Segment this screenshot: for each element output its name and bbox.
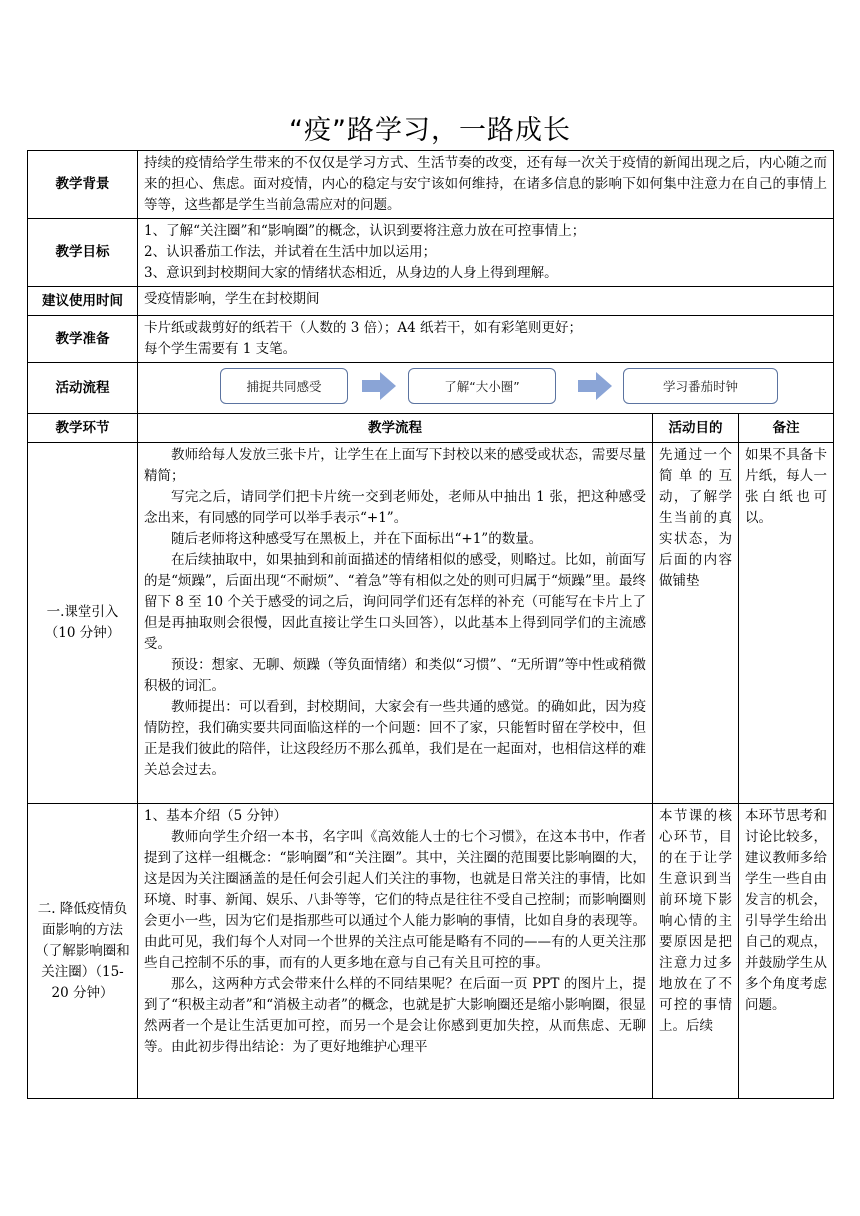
process-paragraph: 教师提出：可以看到，封校期间，大家会有一些共通的感觉。的确如此，因为疫情防控，我们确实要共同面临这样的一个问题：回不了家，只能暂时留在学校中，但正是我们彼此的陪伴，让这段经历不那么孤单，我们是在一起面对，也相信这样的难关总会过去。 [144, 699, 646, 778]
time-row [28, 287, 834, 316]
process-paragraph: 教师给每人发放三张卡片，让学生在上面写下封校以来的感受或状态，需要尽量精简； [144, 447, 646, 484]
prep-item: 每个学生需要有 1 支笔。 [144, 341, 297, 357]
prep-list [138, 316, 834, 363]
arrow-right-icon [578, 372, 612, 400]
time-label: 建议使用时间 [28, 287, 138, 316]
process-paragraph: 教师向学生介绍一本书，名字叫《高效能人士的七个习惯》，在这本书中，作者提到了这样一组概念：“影响圈”和“关注圈”。其中，关注圈的范围要比影响圈的大，这是因为关注圈涵盖的是任何会引起人们关注的事物，也就是日常关注的事情，比如环境、时事、新闻、娱乐、八卦等等，它们的特点是往往不受自己控制；而影响圈则会更小一些，因为它们是指那些可以通过个人能力影响的事情，比如自身的表现等。由此可见，我们每个人对同一个世界的关注点可能是略有不同的——有的人更关注那些自己控制不乐的事，而有的人更多地在意与自己有关且可控的事。 [144, 829, 646, 971]
flow-step-2: 了解“大小圈” [408, 368, 556, 404]
goals-list [138, 219, 834, 287]
process-paragraph: 那么，这两种方式会带来什么样的不同结果呢？在后面一页 PPT 的图片上，提到了“积极主动者”和“消极主动者”的概念，也就是扩大影响圈还是缩小影响圈，很显然两者一个是让生活更加可控，而另一个是会让你感到更加失控，从而焦虑、无聊等。由此初步得出结论：为了更好地维护心理平 [144, 976, 646, 1055]
section-process [138, 443, 653, 804]
goal-item: 1、了解“关注圈”和“影响圈”的概念，认识到要将注意力放在可控事情上； [144, 223, 586, 239]
flow-step-3: 学习番茄时钟 [623, 368, 778, 404]
time-text: 受疫情影响，学生在封校期间 [138, 287, 834, 316]
arrow-right-icon [362, 372, 396, 400]
section-purpose: 先通过一个简单的互动，了解学生当前的真实状态，为后面的内容做铺垫 [653, 443, 739, 804]
flow-cell [138, 363, 834, 414]
goal-item: 2、认识番茄工作法，并试着在生活中加以运用； [144, 244, 437, 260]
flow-label: 活动流程 [28, 363, 138, 414]
section-process [138, 804, 653, 1099]
activity-flow [138, 363, 833, 409]
prep-label: 教学准备 [28, 316, 138, 363]
section-note: 如果不具备卡片纸，每人一张白纸也可以。 [739, 443, 834, 804]
background-row [28, 151, 834, 219]
section-note: 本环节思考和讨论比较多，建议教师多给学生一些自由发言的机会，引导学生给出自己的观点，并鼓励学生从多个角度考虑问题。 [739, 804, 834, 1099]
goals-row [28, 219, 834, 287]
background-label: 教学背景 [28, 151, 138, 219]
section-label: 一.课堂引入（10 分钟） [28, 443, 138, 804]
col-header-note: 备注 [739, 414, 834, 443]
col-header-process: 教学流程 [138, 414, 653, 443]
process-subheading: 1、基本介绍（5 分钟） [144, 808, 287, 824]
lesson-plan-table [27, 150, 834, 1099]
section-row-methods [28, 804, 834, 1099]
process-paragraph: 预设：想家、无聊、烦躁（等负面情绪）和类似“习惯”、“无所谓”等中性或稍微积极的词汇。 [144, 657, 646, 694]
prep-item: 卡片纸或裁剪好的纸若干（人数的 3 倍）；A4 纸若干，如有彩笔则更好； [144, 320, 583, 336]
process-paragraph: 写完之后，请同学们把卡片统一交到老师处，老师从中抽出 1 张，把这种感受念出来，有同感的同学可以举手表示“+1”。 [144, 489, 646, 526]
goals-label: 教学目标 [28, 219, 138, 287]
column-header-row [28, 414, 834, 443]
process-paragraph: 在后续抽取中，如果抽到和前面描述的情绪相似的感受，则略过。比如，前面写的是“烦躁”，后面出现“不耐烦”、“着急”等有相似之处的则可归属于“烦躁”里。最终留下 8 至 10 个关于感受的词之后，询问同学们还有怎样的补充（可能写在卡片上了但是再抽取则会很慢，因此直接让学生口头回答），以此基本上得到同学们的主流感受。 [144, 552, 646, 652]
background-text: 持续的疫情给学生带来的不仅仅是学习方式、生活节奏的改变，还有每一次关于疫情的新闻出现之后，内心随之而来的担心、焦虑。面对疫情，内心的稳定与安宁该如何维持，在诸多信息的影响下如何集中注意力在自己的事情上等等，这些都是学生当前急需应对的问题。 [138, 151, 834, 219]
section-row-intro [28, 443, 834, 804]
col-header-stage: 教学环节 [28, 414, 138, 443]
flow-row [28, 363, 834, 414]
section-purpose: 本节课的核心环节，目的在于让学生意识到当前环境下影响心情的主要原因是把注意力过多地放在了不可控的事情上。后续 [653, 804, 739, 1099]
col-header-purpose: 活动目的 [653, 414, 739, 443]
flow-step-1: 捕捉共同感受 [220, 368, 348, 404]
prep-row [28, 316, 834, 363]
goal-item: 3、意识到封校期间大家的情绪状态相近，从身边的人身上得到理解。 [144, 265, 558, 281]
section-label: 二. 降低疫情负面影响的方法（了解影响圈和关注圈）（15-20 分钟） [28, 804, 138, 1099]
page-title: “疫”路学习，一路成长 [289, 115, 571, 146]
process-paragraph: 随后老师将这种感受写在黑板上，并在下面标出“+1”的数量。 [171, 531, 543, 547]
